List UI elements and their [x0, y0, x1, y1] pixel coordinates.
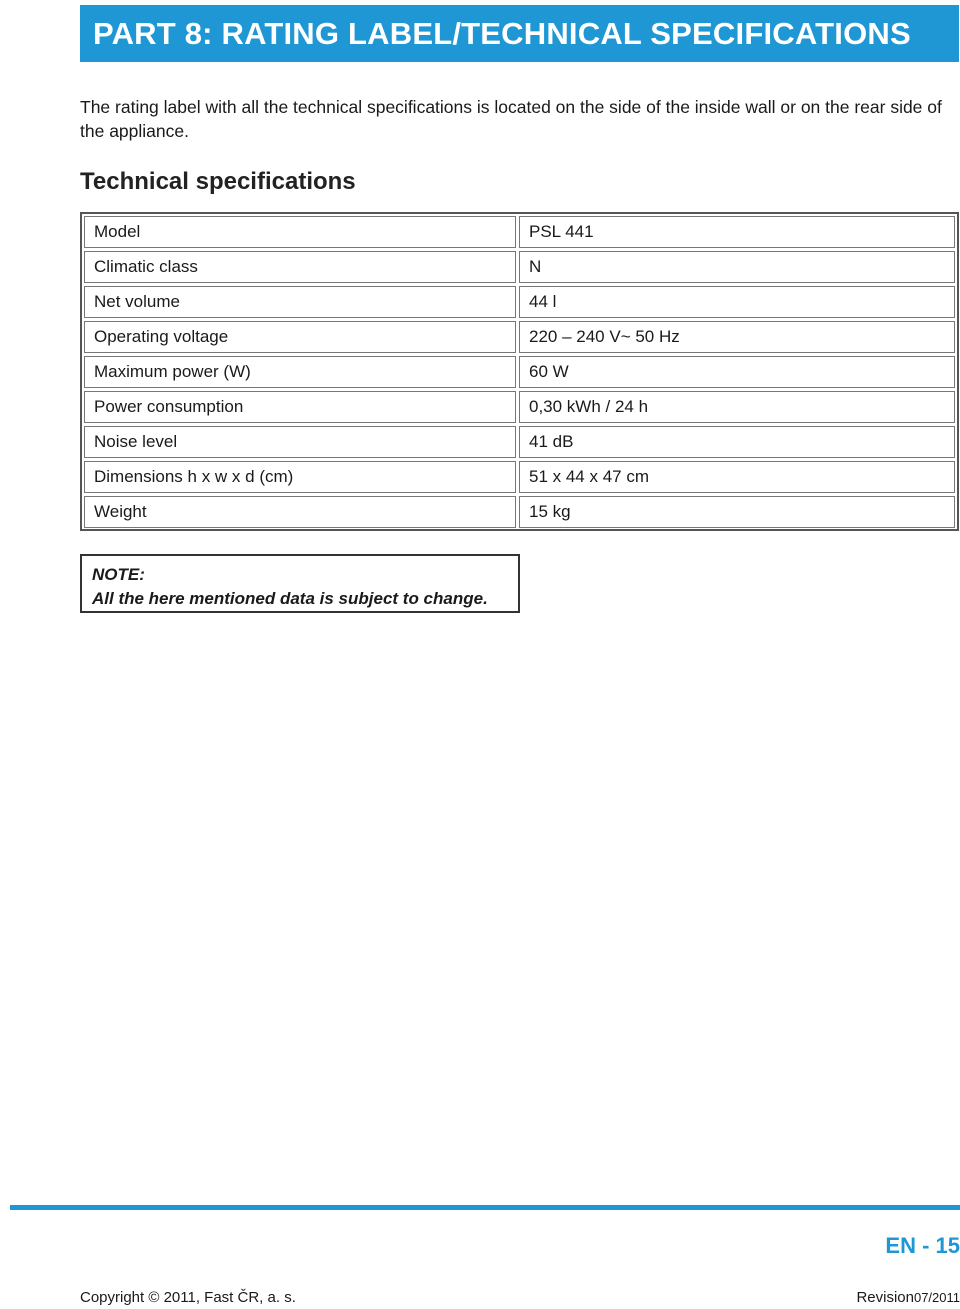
note-title: NOTE:	[92, 565, 145, 584]
spec-value: 60 W	[519, 356, 955, 388]
spec-label: Operating voltage	[84, 321, 516, 353]
spec-value: N	[519, 251, 955, 283]
table-row	[82, 249, 957, 284]
spec-value: PSL 441	[519, 216, 955, 248]
note-text: All the here mentioned data is subject to change.	[92, 589, 488, 608]
spec-table	[80, 212, 959, 531]
spec-value: 220 – 240 V~ 50 Hz	[519, 321, 955, 353]
spec-label: Maximum power (W)	[84, 356, 516, 388]
page-number: EN - 15	[885, 1233, 960, 1258]
spec-label: Model	[84, 216, 516, 248]
intro-paragraph: The rating label with all the technical specifications is located on the side of the inside wall or on the rear side of the appliance.	[80, 97, 942, 141]
table-row	[82, 284, 957, 319]
spec-value: 41 dB	[519, 426, 955, 458]
table-row	[82, 494, 957, 529]
spec-label: Dimensions h x w x d (cm)	[84, 461, 516, 493]
table-row	[82, 424, 957, 459]
spec-value: 15 kg	[519, 496, 955, 528]
footer-divider	[10, 1205, 960, 1210]
copyright-text: Copyright © 2011, Fast ČR, a. s.	[80, 1289, 296, 1306]
spec-label: Noise level	[84, 426, 516, 458]
table-row	[82, 354, 957, 389]
spec-value: 51 x 44 x 47 cm	[519, 461, 955, 493]
section-title: Technical specifications	[80, 168, 356, 195]
table-row	[82, 389, 957, 424]
spec-label: Power consumption	[84, 391, 516, 423]
note-box	[80, 554, 520, 613]
table-row	[82, 459, 957, 494]
table-row	[82, 319, 957, 354]
revision-date: 07/2011	[913, 1290, 960, 1305]
spec-label: Net volume	[84, 286, 516, 318]
spec-value: 44 l	[519, 286, 955, 318]
header-bar	[80, 5, 959, 62]
spec-label: Climatic class	[84, 251, 516, 283]
spec-value: 0,30 kWh / 24 h	[519, 391, 955, 423]
revision-info	[856, 1289, 960, 1306]
revision-label: Revision	[856, 1289, 914, 1306]
table-row	[82, 214, 957, 249]
page-title: PART 8: RATING LABEL/TECHNICAL SPECIFICATIONS	[93, 15, 911, 51]
spec-label: Weight	[84, 496, 516, 528]
